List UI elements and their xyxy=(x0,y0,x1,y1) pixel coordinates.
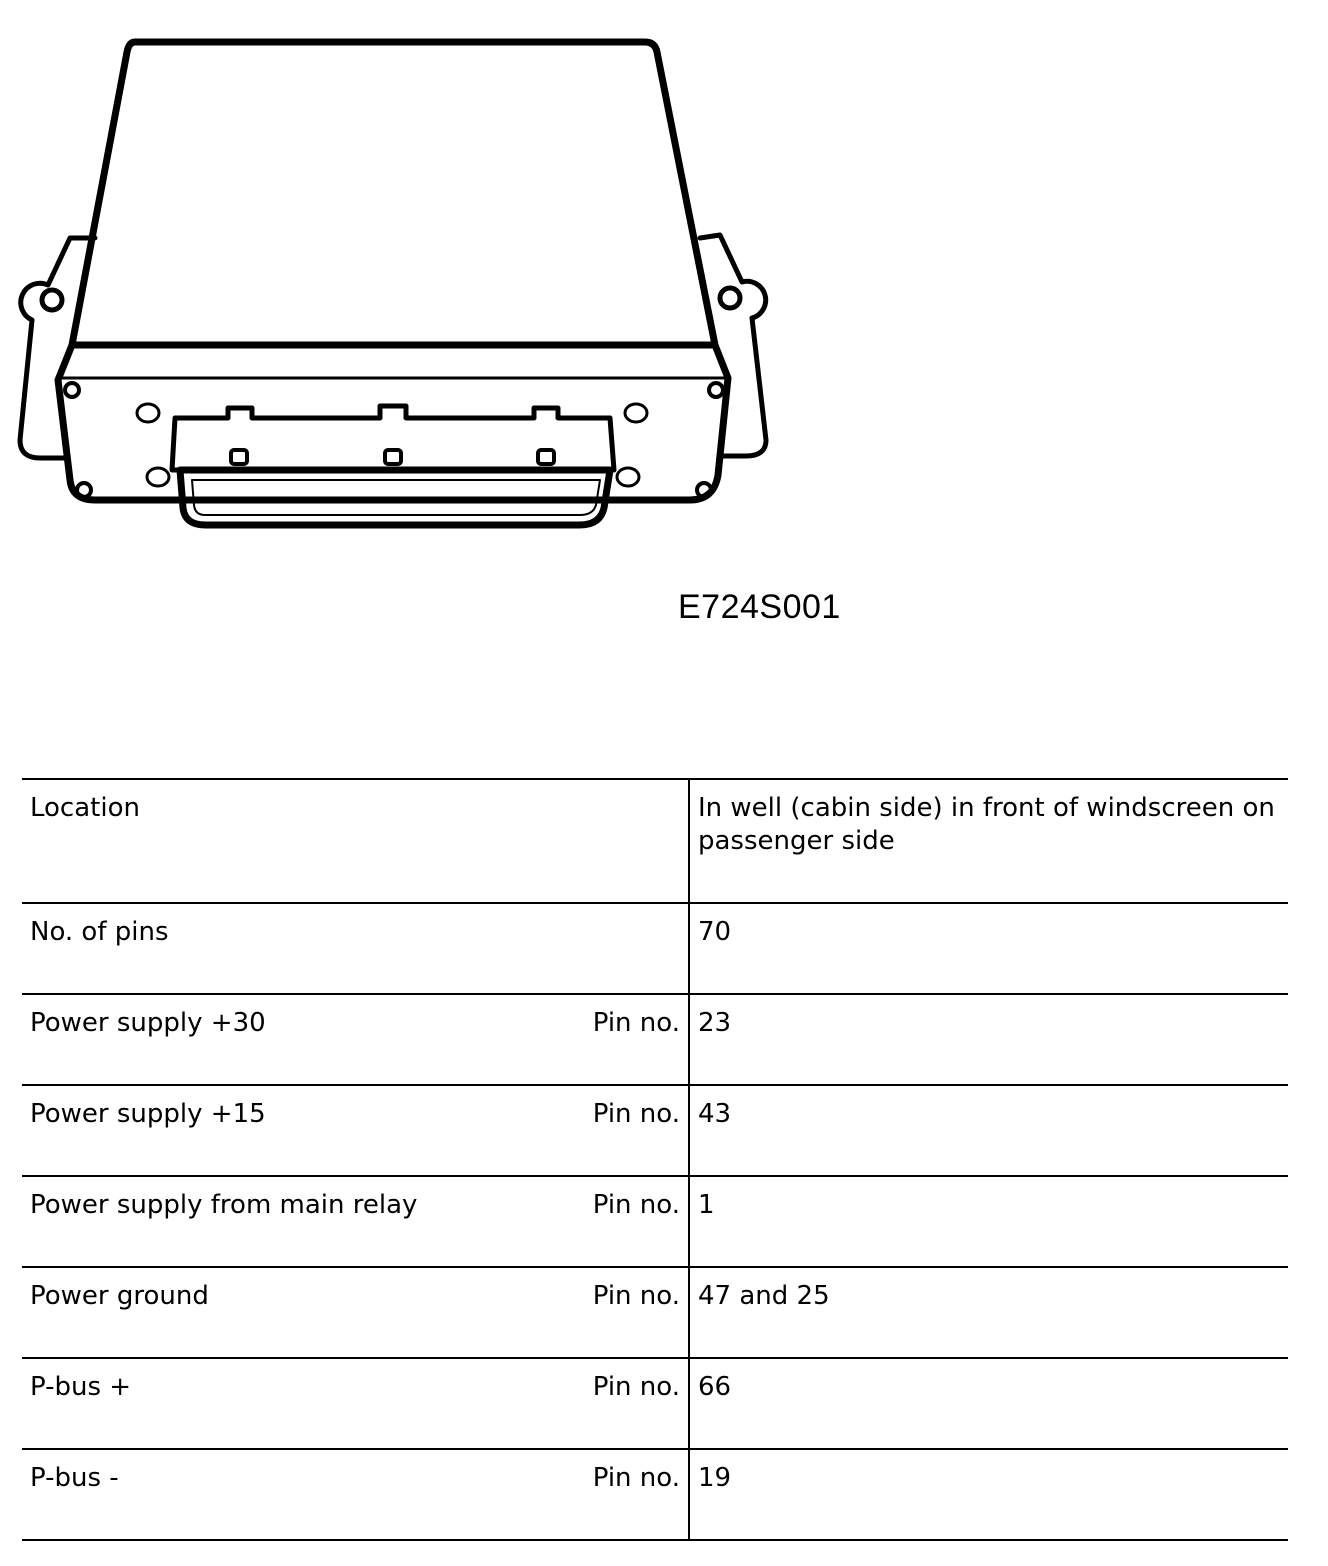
row-label-cell xyxy=(22,903,689,994)
row-value: 23 xyxy=(689,994,1288,1085)
row-value: 47 and 25 xyxy=(689,1267,1288,1358)
row-value: 43 xyxy=(689,1085,1288,1176)
row-value: 1 xyxy=(689,1176,1288,1267)
row-label: Power ground xyxy=(30,1281,209,1311)
table-row xyxy=(22,903,1288,994)
row-value: 66 xyxy=(689,1358,1288,1449)
row-label: No. of pins xyxy=(30,917,169,947)
table-row xyxy=(22,1176,1288,1267)
pin-label: Pin no. xyxy=(592,1190,680,1220)
row-label-cell xyxy=(22,994,689,1085)
row-label: Power supply +15 xyxy=(30,1099,266,1129)
row-label: Power supply +30 xyxy=(30,1008,266,1038)
table-row xyxy=(22,1358,1288,1449)
row-value: 19 xyxy=(689,1449,1288,1540)
row-value: In well (cabin side) in front of windscreen on passenger side xyxy=(689,779,1288,903)
pin-label: Pin no. xyxy=(592,1372,680,1402)
row-label-cell xyxy=(22,1176,689,1267)
row-value: 70 xyxy=(689,903,1288,994)
row-label-cell xyxy=(22,1267,689,1358)
pin-label: Pin no. xyxy=(592,1281,680,1311)
table-row xyxy=(22,1085,1288,1176)
pin-label: Pin no. xyxy=(592,1008,680,1038)
pin-label: Pin no. xyxy=(592,1099,680,1129)
spec-table xyxy=(22,778,1288,1541)
table-row xyxy=(22,994,1288,1085)
row-label: P-bus + xyxy=(30,1372,132,1402)
figure-code: E724S001 xyxy=(678,588,841,626)
pin-label: Pin no. xyxy=(592,1463,680,1493)
control-unit-illustration xyxy=(0,0,800,560)
row-label: P-bus - xyxy=(30,1463,119,1493)
row-label-cell xyxy=(22,1358,689,1449)
row-label: Location xyxy=(30,793,140,823)
table-row xyxy=(22,779,1288,903)
row-label-cell xyxy=(22,1085,689,1176)
row-label-cell xyxy=(22,779,689,903)
row-label: Power supply from main relay xyxy=(30,1190,418,1220)
row-label-cell xyxy=(22,1449,689,1540)
table-row xyxy=(22,1449,1288,1540)
table-row xyxy=(22,1267,1288,1358)
